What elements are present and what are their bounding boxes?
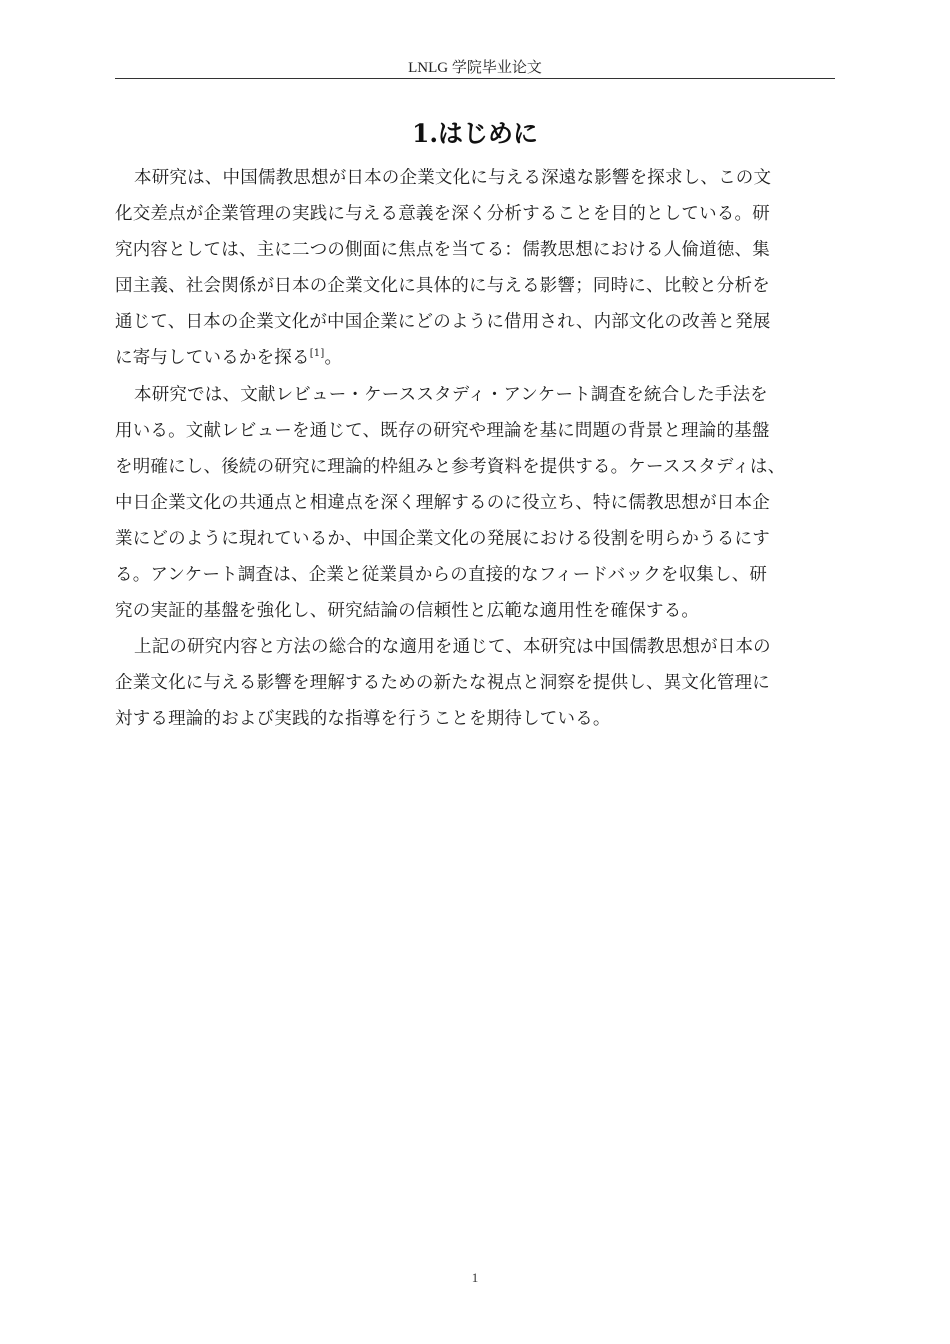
text-line: 中日企業文化の共通点と相違点を深く理解するのに役立ち、特に儒教思想が日本企 [115,492,770,513]
citation-marker: [1] [309,348,325,360]
text-line: 究の実証的基盤を強化し、研究結論の信頼性と広範な適用性を確保する。 [115,601,700,622]
header-rule [115,78,835,79]
text-line: 用いる。文献レビューを通じて、既存の研究や理論を基に問題の背景と理論的基盤 [115,420,770,441]
text-line: 通じて、日本の企業文化が中国企業にどのように借用され、内部文化の改善と発展 [115,312,771,333]
text-line: 究内容としては、主に二つの側面に焦点を当てる：儒教思想における人倫道徳、集 [115,240,770,261]
text-line: 団主義、社会関係が日本の企業文化に具体的に与える影響；同時に、比較と分析を [115,276,770,297]
body-text [115,160,837,738]
paragraph-methods [115,377,837,630]
page-number: 1 [471,1270,479,1285]
text-line: 本研究では、文献レビュー・ケーススタディ・アンケート調査を統合した手法を [134,384,768,405]
text-line: を明確にし、後続の研究に理論的枠組みと参考資料を提供する。ケーススタディは、 [115,456,786,477]
section-title: 1.はじめに [411,119,539,148]
paragraph-conclusion [115,629,837,737]
text-line: 業にどのように現れているか、中国企業文化の発展における役割を明らかうるにす [115,528,770,549]
text-line: 化交差点が企業管理の実践に与える意義を深く分析することを目的としている。研 [115,204,770,225]
text-line: 本研究は、中国儒教思想が日本の企業文化に与える深遠な影響を探求し、この文 [134,168,772,188]
text-line: る。アンケート調査は、企業と従業員からの直接的なフィードバックを収集し、研 [115,565,768,586]
text-line-content: に寄与しているかを探る [115,348,310,369]
text-line-with-citation [115,340,837,376]
paragraph-objective [115,160,837,377]
text-line: 上記の研究内容と方法の総合的な適用を通じて、本研究は中国儒教思想が日本の [134,637,771,658]
running-header: LNLG 学院毕业论文 [408,60,542,76]
sentence-end: 。 [324,348,343,369]
text-line: 対する理論的および実践的な指導を行うことを期待している。 [115,709,611,730]
text-line: 企業文化に与える影響を理解するための新たな視点と洞察を提供し、異文化管理に [115,673,770,694]
